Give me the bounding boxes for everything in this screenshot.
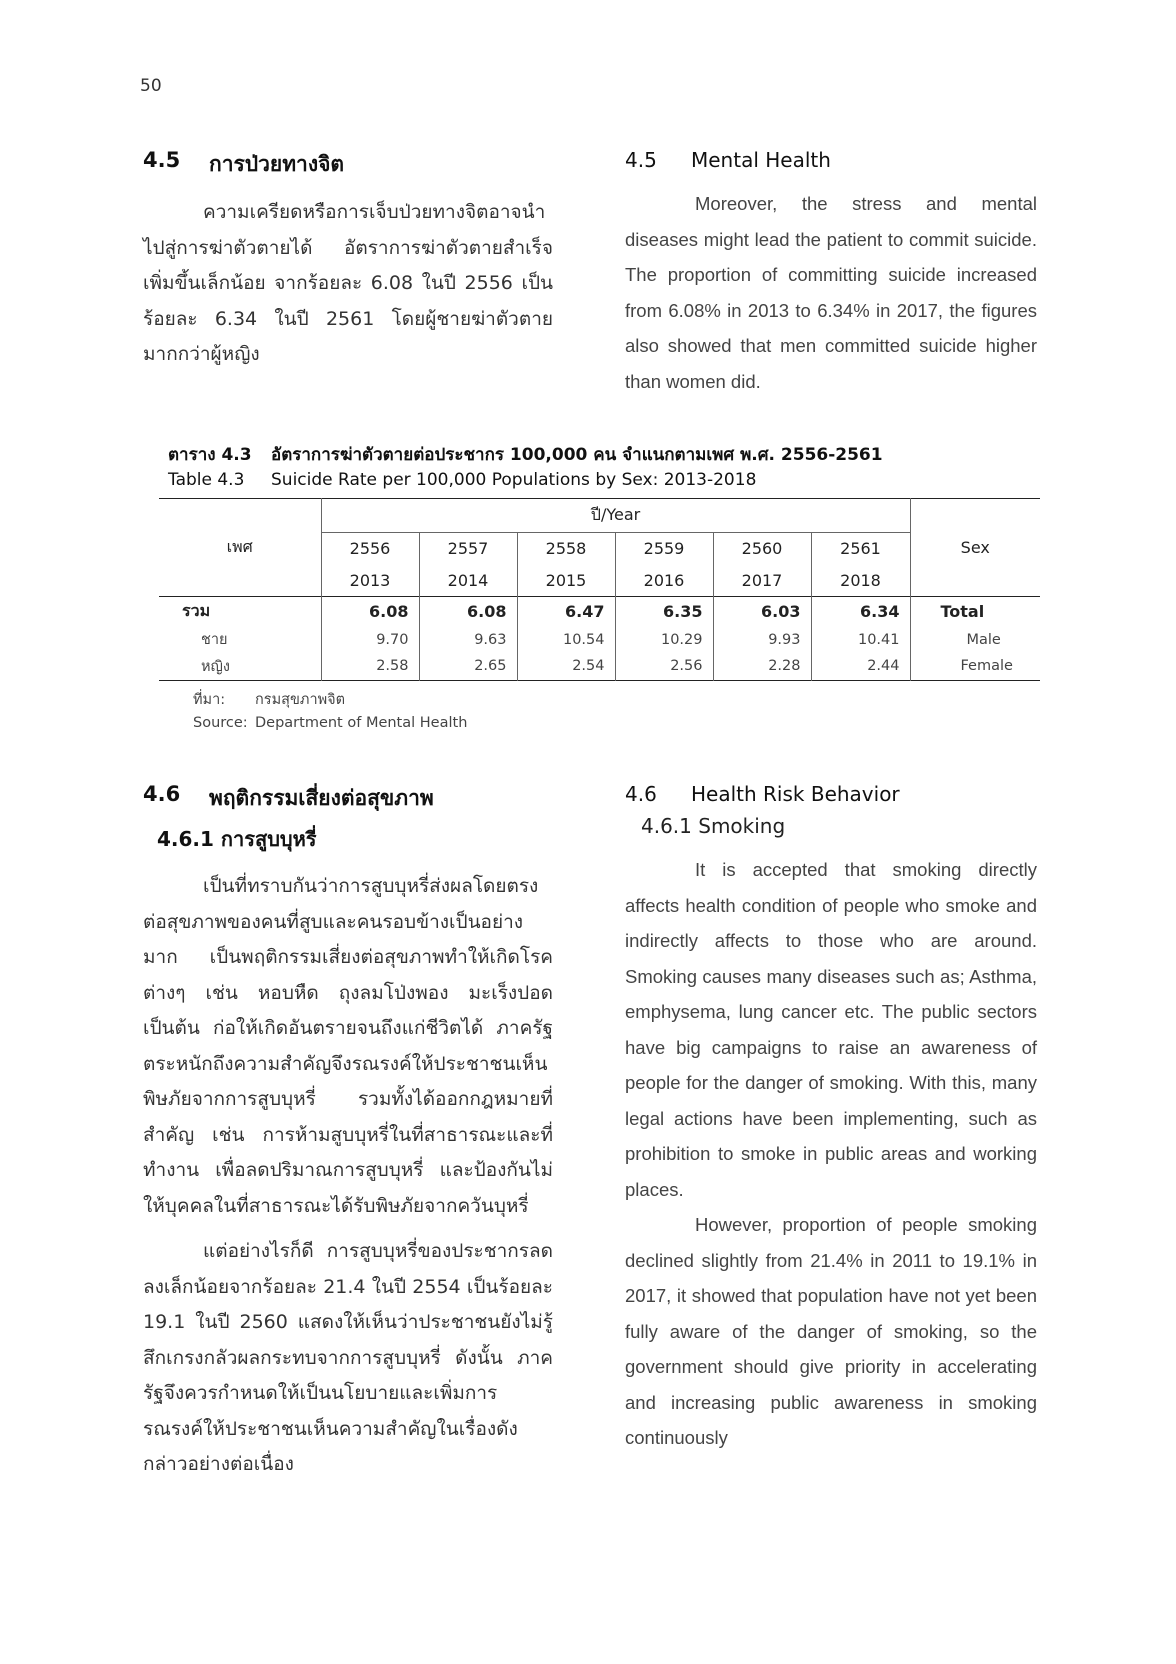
value-cell: 6.35 bbox=[615, 597, 713, 627]
value-cell: 2.28 bbox=[713, 653, 811, 681]
value-cell: 2.65 bbox=[419, 653, 517, 681]
year-en-cell: 2014 bbox=[419, 565, 517, 597]
table-source-en bbox=[193, 715, 467, 731]
header-year: ปี/Year bbox=[321, 499, 910, 533]
value-cell: 2.44 bbox=[811, 653, 910, 681]
section-number: 4.6 bbox=[625, 782, 657, 806]
year-th-cell: 2561 bbox=[840, 539, 881, 559]
section-title: Mental Health bbox=[691, 148, 831, 172]
table-row-female bbox=[159, 653, 1040, 681]
source-label: ที่มา: bbox=[193, 692, 226, 708]
page-number: 50 bbox=[140, 76, 162, 96]
subsection-title: 4.6.1 การสูบบุหรี่ bbox=[157, 827, 317, 851]
table-caption-en bbox=[168, 470, 756, 490]
year-en-cell: 2018 bbox=[840, 570, 881, 590]
value-cell: 2.54 bbox=[517, 653, 615, 681]
value-cell: 9.93 bbox=[713, 627, 811, 653]
section-title: พฤติกรรมเสี่ยงต่อสุขภาพ bbox=[209, 786, 434, 810]
year-th-cell: 2560 bbox=[713, 533, 811, 565]
section-number: 4.5 bbox=[625, 148, 657, 172]
table-row-total bbox=[159, 597, 1040, 627]
row-label-th: หญิง bbox=[159, 653, 321, 681]
year-en-cell: 2016 bbox=[615, 565, 713, 597]
section-46-en-text-2: However, proportion of people smoking declined slightly from 21.4% in 2011 to 19.1% in 2017, it showed that population have not yet been fully aware of the danger of smoking, so the government should give priority in accelerating and increasing public awareness in smoking continuously bbox=[625, 1214, 1037, 1448]
section-45-en bbox=[625, 148, 1037, 399]
section-45-th-heading bbox=[143, 148, 553, 181]
table-caption-text: อัตราการฆ่าตัวตายต่อประชากร 100,000 คน จำแนกตามเพศ พ.ศ. 2556-2561 bbox=[271, 445, 883, 465]
value-cell: 10.29 bbox=[615, 627, 713, 653]
section-46-th bbox=[143, 782, 553, 1483]
row-label-en: Female bbox=[960, 658, 1013, 675]
row-label-en: Male bbox=[966, 631, 1001, 648]
value-cell: 2.56 bbox=[615, 653, 713, 681]
section-45-th-text: ความเครียดหรือการเจ็บป่วยทางจิตอาจนำไปสู่การฆ่าตัวตายได้ อัตราการฆ่าตัวตายสำเร็จเพิ่มขึ้นเล็กน้อย จากร้อยละ 6.08 ในปี 2556 เป็นร้อยละ 6.34 ในปี 2561 โดยผู้ชายฆ่าตัวตายมากกว่าผู้หญิง bbox=[143, 201, 553, 365]
year-th-cell: 2556 bbox=[321, 533, 419, 565]
section-46-th-heading bbox=[143, 782, 553, 815]
table-caption-label: Table 4.3 bbox=[168, 470, 245, 490]
section-45-en-text: Moreover, the stress and mental diseases might lead the patient to commit suicide. The proportion of committing suicide increased from 6.08% in 2013 to 6.34% in 2017, the figures also showed that men committed suicide higher than women did. bbox=[625, 193, 1037, 392]
subsection-title: 4.6.1 Smoking bbox=[641, 814, 786, 838]
header-sex-th: เพศ bbox=[159, 499, 321, 597]
value-cell: 9.63 bbox=[419, 627, 517, 653]
section-46-en-heading bbox=[625, 782, 1037, 806]
source-label: Source: bbox=[193, 715, 248, 731]
value-cell: 6.34 bbox=[811, 597, 910, 627]
year-en-cell: 2013 bbox=[321, 565, 419, 597]
suicide-rate-table bbox=[159, 498, 1040, 681]
value-cell: 2.58 bbox=[321, 653, 419, 681]
table-caption-text: Suicide Rate per 100,000 Populations by Sex: 2013-2018 bbox=[271, 470, 757, 490]
value-cell: 6.03 bbox=[713, 597, 811, 627]
table-source-th bbox=[193, 688, 345, 711]
section-title: การป่วยทางจิต bbox=[209, 152, 345, 176]
section-46-th-text-1: เป็นที่ทราบกันว่าการสูบบุหรี่ส่งผลโดยตรงต่อสุขภาพของคนที่สูบและคนรอบข้างเป็นอย่างมาก เป็นพฤติกรรมเสี่ยงต่อสุขภาพทำให้เกิดโรคต่างๆ เช่น หอบหืด ถุงลมโป่งพอง มะเร็งปอด เป็นต้น ก่อให้เกิดอันตรายจนถึงแก่ชีวิตได้ ภาครัฐตระหนักถึงความสำคัญจึงรณรงค์ให้ประชาชนเห็นพิษภัยจากการสูบบุหรี่ รวมทั้งได้ออกกฎหมายที่สำคัญ เช่น การห้ามสูบบุหรี่ในที่สาธารณะและที่ทำงาน เพื่อลดปริมาณการสูบบุหรี่ และป้องกันไม่ให้บุคคลในที่สาธารณะได้รับพิษภัยจากควันบุหรี่ bbox=[143, 875, 553, 1217]
table-header-row bbox=[159, 499, 1040, 533]
section-number: 4.6 bbox=[143, 782, 181, 806]
value-cell: 10.54 bbox=[517, 627, 615, 653]
section-45-en-heading bbox=[625, 148, 1037, 172]
row-label-th: รวม bbox=[159, 597, 321, 627]
year-en-cell: 2015 bbox=[517, 565, 615, 597]
value-cell: 6.08 bbox=[419, 597, 517, 627]
value-cell: 6.08 bbox=[321, 597, 419, 627]
header-sex-en: Sex bbox=[910, 499, 1040, 597]
table-caption-th bbox=[168, 441, 883, 468]
value-cell: 10.41 bbox=[811, 627, 910, 653]
row-label-th: ชาย bbox=[159, 627, 321, 653]
table-caption-label: ตาราง 4.3 bbox=[168, 445, 252, 465]
section-46-en bbox=[625, 782, 1037, 1456]
source-text: กรมสุขภาพจิต bbox=[255, 692, 346, 708]
section-46-th-text-2: แต่อย่างไรก็ดี การสูบบุหรี่ของประชากรลดลงเล็กน้อยจากร้อยละ 21.4 ในปี 2554 เป็นร้อยละ 19.1 ในปี 2560 แสดงให้เห็นว่าประชาชนยังไม่รู้สึกเกรงกลัวผลกระทบจากการสูบบุหรี่ ดังนั้น ภาครัฐจึงควรกำหนดให้เป็นนโยบายและเพิ่มการรณรงค์ให้ประชาชนเห็นความสำคัญในเรื่องดังกล่าวอย่างต่อเนื่อง bbox=[143, 1240, 553, 1475]
section-45-th bbox=[143, 148, 553, 373]
table-row-male bbox=[159, 627, 1040, 653]
year-th-cell: 2557 bbox=[419, 533, 517, 565]
value-cell: 9.70 bbox=[321, 627, 419, 653]
section-number: 4.5 bbox=[143, 148, 181, 172]
value-cell: 6.47 bbox=[517, 597, 615, 627]
section-46-en-text-1: It is accepted that smoking directly affects health condition of people who smoke and indirectly affects to those who are around. Smoking causes many diseases such as; Asthma, emphysema, lung cancer etc. The public sectors have big campaigns to raise an awareness of people for the danger of smoking. With this, many legal actions have been implementing, such as prohibition to smoke in public areas and working places. bbox=[625, 859, 1037, 1200]
row-label-en: Total bbox=[940, 602, 985, 622]
year-th-cell: 2558 bbox=[517, 533, 615, 565]
year-th-cell: 2559 bbox=[615, 533, 713, 565]
source-text: Department of Mental Health bbox=[255, 715, 468, 731]
section-title: Health Risk Behavior bbox=[691, 782, 900, 806]
year-en-cell: 2017 bbox=[713, 565, 811, 597]
